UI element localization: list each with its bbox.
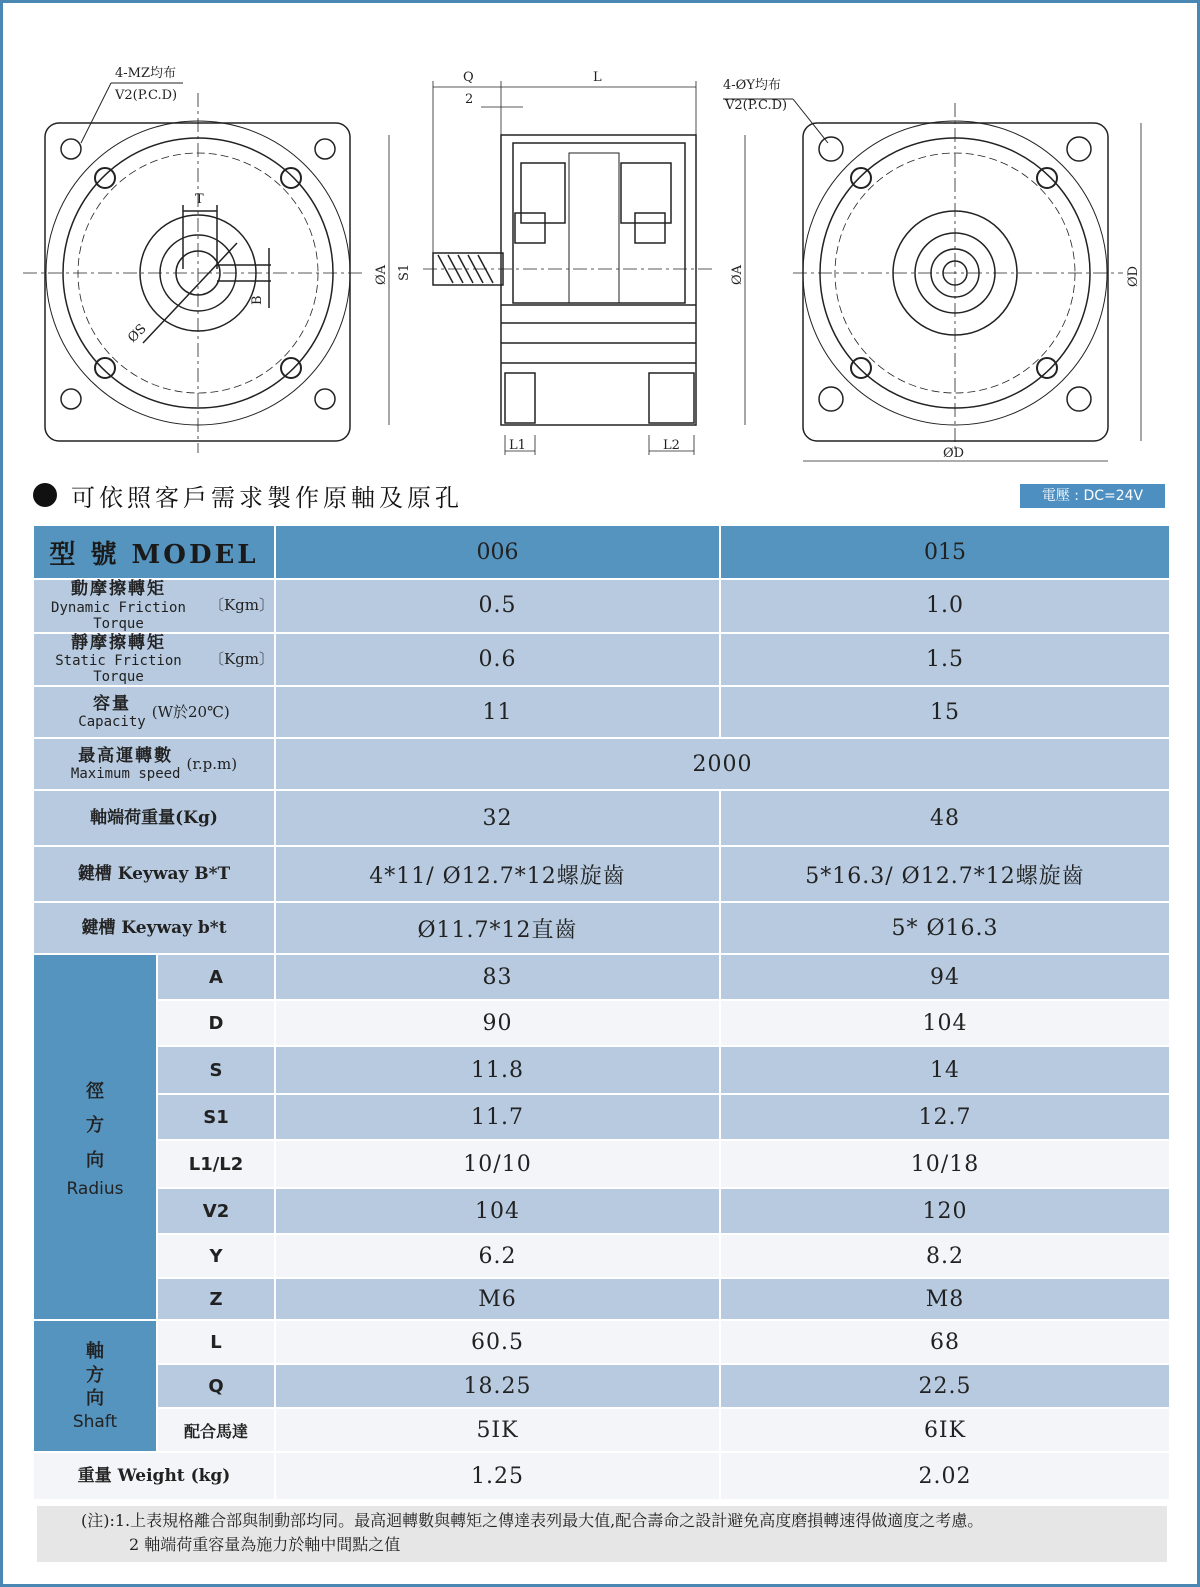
keyway-big-006: 4*11/ Ø12.7*12螺旋齒	[275, 846, 720, 902]
dim-l1-label: L1	[509, 438, 526, 453]
radius-row	[33, 1094, 1170, 1140]
custom-shaft-heading	[33, 477, 463, 513]
dynamic-torque-015: 1.0	[720, 579, 1170, 633]
voltage-badge: 電壓 : DC=24V	[1020, 484, 1165, 508]
capacity-row	[33, 686, 1170, 738]
speed-value: 2000	[275, 738, 1170, 790]
load-label: 軸端荷重量(Kg)	[33, 790, 275, 846]
radius-param: D	[157, 1000, 275, 1046]
speed-label: 最高運轉數 Maximum speed (r.p.m)	[33, 738, 275, 790]
radius-param: A	[157, 954, 275, 1000]
radius-015: 94	[720, 954, 1170, 1000]
radius-015: 8.2	[720, 1234, 1170, 1278]
right-holes-label: 4-ØY均布	[723, 78, 781, 93]
weight-row	[33, 1452, 1170, 1500]
radius-row	[33, 1234, 1170, 1278]
heading-text: 可依照客戶需求製作原軸及原孔	[71, 483, 463, 512]
load-015: 48	[720, 790, 1170, 846]
dim-b-label: B	[250, 295, 265, 305]
radius-param: Z	[157, 1278, 275, 1320]
dim-d-bottom-label: ØD	[943, 446, 965, 461]
keyway-small-015: 5* Ø16.3	[720, 902, 1170, 954]
radius-006: 11.8	[275, 1046, 720, 1094]
dim-2-label: 2	[465, 92, 474, 107]
dynamic-torque-006: 0.5	[275, 579, 720, 633]
radius-015: 104	[720, 1000, 1170, 1046]
model-006: 006	[275, 525, 720, 579]
shaft-015: 6IK	[720, 1408, 1170, 1452]
static-torque-015: 1.5	[720, 633, 1170, 687]
shaft-param: 配合馬達	[157, 1408, 275, 1452]
dim-q-label: Q	[463, 70, 474, 85]
radius-015: 10/18	[720, 1140, 1170, 1188]
radius-015: 14	[720, 1046, 1170, 1094]
right-back-view	[723, 99, 1141, 461]
left-pcd-label: V2(P.C.D)	[115, 88, 178, 103]
dynamic-torque-label: 動摩擦轉矩 Dynamic Friction Torque 〔Kgm〕	[33, 579, 275, 633]
radius-group-label: 徑 方 向 Radius	[33, 954, 157, 1320]
dim-d-side-label: ØD	[1126, 265, 1141, 287]
radius-015: M8	[720, 1278, 1170, 1320]
radius-row	[33, 1188, 1170, 1234]
shaft-006: 5IK	[275, 1408, 720, 1452]
side-section-view	[389, 81, 745, 455]
footnote-line-1: (注):1.上表規格離合部與制動部均同。最高迴轉數與轉矩之傳達表列最大值,配合壽命之設計避免高度磨損轉速得做適度之考慮。	[81, 1511, 984, 1530]
radius-row	[33, 954, 1170, 1000]
keyway-big-015: 5*16.3/ Ø12.7*12螺旋齒	[720, 846, 1170, 902]
radius-006: 10/10	[275, 1140, 720, 1188]
left-holes-label: 4-MZ均布	[115, 66, 177, 81]
radius-006: 6.2	[275, 1234, 720, 1278]
dim-s-label: ØS	[125, 321, 150, 346]
spec-table	[32, 524, 1171, 1501]
load-row	[33, 790, 1170, 846]
dim-a-left-label: ØA	[374, 264, 389, 285]
shaft-group-label: 軸 方 向 Shaft	[33, 1320, 157, 1452]
dim-t-label: T	[195, 192, 204, 207]
technical-drawings	[23, 43, 1183, 473]
dim-a-right-label: ØA	[730, 264, 745, 285]
radius-006: 83	[275, 954, 720, 1000]
keyway-small-row	[33, 902, 1170, 954]
capacity-006: 11	[275, 686, 720, 738]
radius-row	[33, 1000, 1170, 1046]
radius-006: M6	[275, 1278, 720, 1320]
shaft-param: L	[157, 1320, 275, 1364]
bullet-icon	[33, 483, 57, 507]
static-torque-row	[33, 633, 1170, 687]
weight-label: 重量 Weight (kg)	[33, 1452, 275, 1500]
keyway-small-006: Ø11.7*12直齒	[275, 902, 720, 954]
table-header-row	[33, 525, 1170, 579]
dim-l-label: L	[593, 70, 602, 85]
radius-param: S	[157, 1046, 275, 1094]
keyway-big-label: 鍵槽 Keyway B*T	[33, 846, 275, 902]
radius-param: S1	[157, 1094, 275, 1140]
model-015: 015	[720, 525, 1170, 579]
footnote-line-2: 2 軸端荷重容量為施力於軸中間點之值	[129, 1535, 401, 1554]
speed-row	[33, 738, 1170, 790]
weight-006: 1.25	[275, 1452, 720, 1500]
shaft-015: 68	[720, 1320, 1170, 1364]
shaft-row	[33, 1408, 1170, 1452]
dim-l2-label: L2	[663, 438, 680, 453]
radius-param: L1/L2	[157, 1140, 275, 1188]
radius-row	[33, 1278, 1170, 1320]
drawing-svg	[23, 43, 1183, 473]
radius-015: 12.7	[720, 1094, 1170, 1140]
keyway-small-label: 鍵槽 Keyway b*t	[33, 902, 275, 954]
static-torque-006: 0.6	[275, 633, 720, 687]
radius-006: 90	[275, 1000, 720, 1046]
radius-row	[33, 1140, 1170, 1188]
radius-row	[33, 1046, 1170, 1094]
static-torque-label: 靜摩擦轉矩 Static Friction Torque 〔Kgm〕	[33, 633, 275, 687]
radius-006: 104	[275, 1188, 720, 1234]
capacity-label: 容量 Capacity (W於20℃)	[33, 686, 275, 738]
shaft-row	[33, 1364, 1170, 1408]
radius-param: Y	[157, 1234, 275, 1278]
shaft-006: 60.5	[275, 1320, 720, 1364]
dim-s1-label: S1	[397, 263, 412, 281]
keyway-big-row	[33, 846, 1170, 902]
footnote	[37, 1506, 1167, 1562]
capacity-015: 15	[720, 686, 1170, 738]
right-pcd-label: V2(P.C.D)	[725, 98, 788, 113]
radius-006: 11.7	[275, 1094, 720, 1140]
left-front-view	[23, 83, 363, 453]
shaft-006: 18.25	[275, 1364, 720, 1408]
weight-015: 2.02	[720, 1452, 1170, 1500]
shaft-015: 22.5	[720, 1364, 1170, 1408]
shaft-row	[33, 1320, 1170, 1364]
radius-param: V2	[157, 1188, 275, 1234]
shaft-param: Q	[157, 1364, 275, 1408]
load-006: 32	[275, 790, 720, 846]
radius-015: 120	[720, 1188, 1170, 1234]
model-label: 型 號 MODEL	[33, 525, 275, 579]
dynamic-torque-row	[33, 579, 1170, 633]
